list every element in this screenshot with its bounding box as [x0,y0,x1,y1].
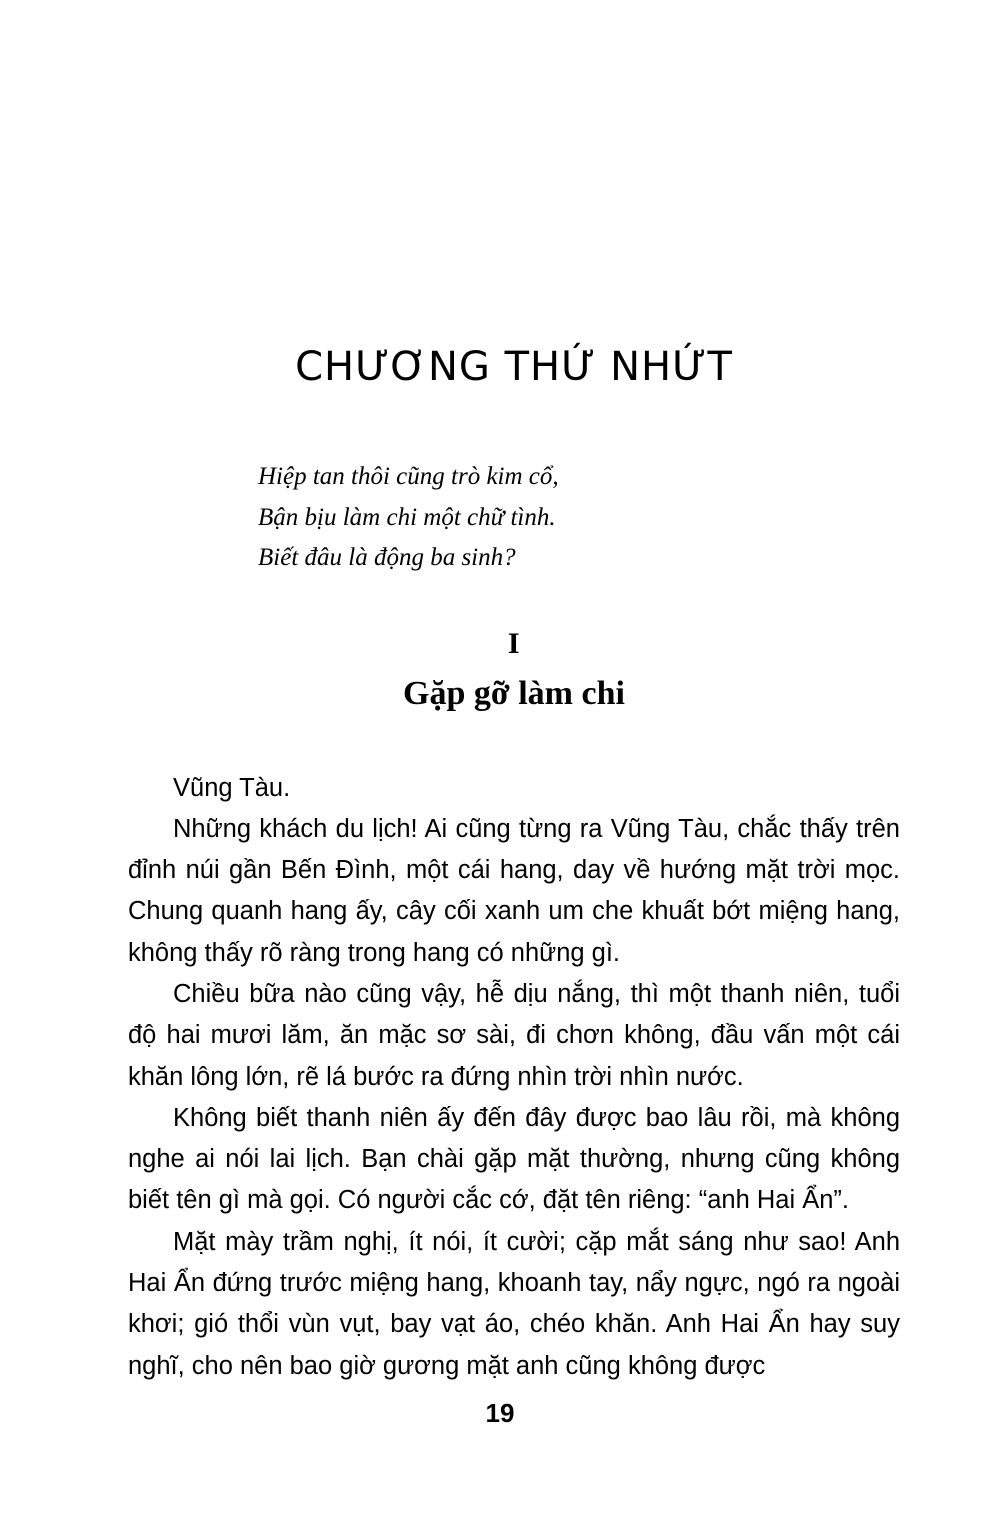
paragraph: Những khách du lịch! Ai cũng từng ra Vũng Tàu, chắc thấy trên đỉnh núi gần Bến Đình, một cái hang, day về hướng mặt trời mọc. Chung quanh hang ấy, cây cối xanh um che khuất bớt miệng hang, không thấy rõ ràng trong hang có những gì. [128,814,900,967]
section-number: I [507,626,521,660]
page-content [128,0,900,1518]
epigraph-line: Hiệp tan thôi cũng trò kim cổ, [258,463,559,490]
paragraph: Mặt mày trầm nghị, ít nói, ít cười; cặp mắt sáng như sao! Anh Hai Ẩn đứng trước miệng hang, khoanh tay, nẩy ngực, ngó ra ngoài khơi; gió thổi vùn vụt, bay vạt áo, chéo khăn. Anh Hai Ẩn hay suy nghĩ, cho nên bao giờ gương mặt anh cũng không được [128,1227,900,1380]
epigraph [258,457,900,579]
epigraph-line: Bận bịu làm chi một chữ tình. [258,503,556,531]
paragraph: Không biết thanh niên ấy đến đây được bao lâu rồi, mà không nghe ai nói lai lịch. Bạn chài gặp mặt thường, nhưng cũng không biết tên gì mà gọi. Có người cắc cớ, đặt tên riêng: “anh Hai Ẩn”. [128,1103,900,1215]
page-number: 19 [485,1398,515,1428]
chapter-title: CHƯƠNG THỨ NHỨT [295,344,733,390]
body-text [128,768,900,1387]
section-title: Gặp gỡ làm chi [403,674,625,712]
paragraph: Vũng Tàu. [173,773,291,802]
paragraph: Chiều bữa nào cũng vậy, hễ dịu nắng, thì một thanh niên, tuổi độ hai mươi lăm, ăn mặc sơ sài, đi chơn không, đầu vấn một cái khăn lông lớn, rẽ lá bước ra đứng nhìn trời nhìn nước. [128,979,900,1091]
epigraph-line: Biết đâu là động ba sinh? [258,544,516,571]
